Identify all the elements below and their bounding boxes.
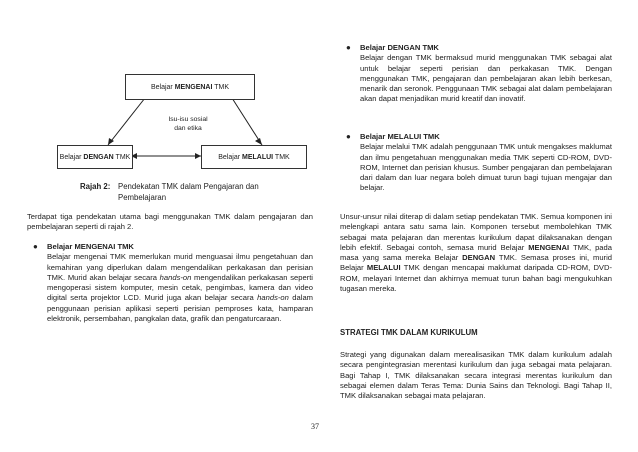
- right-paragraph-values: Unsur-unsur nilai diterap di dalam setiap pendekatan TMK. Semua komponen ini melengkapi antara satu sama lain. Komponen tersebut membolehkan TMK sebagai mata pelajaran dan merentas kurikulum dapat dilaksanakan dengan lebih efektif. Sebagai contoh, semasa murid Belajar MENGENAI TMK, pada masa yang sama mereka Belajar DENGAN TMK. Semasa proses ini, murid Belajar MELALUI TMK dengan mencapai maklumat daripada CD-ROM, DVD-ROM, melayari Internet dan akhirnya memuat turun bahan bagi mengukuhkan tugasan mereka.: [340, 212, 613, 294]
- section-heading: STRATEGI TMK DALAM KURIKULUM: [340, 328, 478, 337]
- bullet-mengenai-text: Belajar mengenai TMK memerlukan murid menguasai ilmu pengetahuan dan kemahiran yang diperlukan dalam mengendalikan perkakasan dan perisian TMK. Murid akan belajar secara hands-on mengendalikan perkakasan seperti mengoperasi sistem komputer, mesin cetak, pengimbas, kamera dan video digital serta projektor LCD. Murid juga akan belajar secara hands-on dalam penggunaan perisian aplikasi seperti perisian pemproses kata, hamparan elektronik, persembahan, pangkalan data, grafik dan pengaturcaraan.: [47, 252, 313, 324]
- bullet-melalui: [346, 132, 612, 194]
- left-intro-paragraph: Terdapat tiga pendekatan utama bagi menggunakan TMK dalam pengajaran dan pembelajaran seperti di rajah 2.: [27, 212, 313, 232]
- arrowhead-right: [255, 138, 262, 145]
- bullet-mengenai-title: Belajar MENGENAI TMK: [47, 242, 134, 251]
- right-paragraph-strategy: Strategi yang digunakan dalam merealisasikan TMK dalam kurikulum adalah secara pengintegrasian merentasi kurikulum dan juga sebagai mata pelajaran. Bagi Tahap I, TMK dilaksanakan secara integrasi merentas kurikulum dan sebagai elemen dalam Teras Tema: Dunia Sains dan Teknologi. Bagi Tahap II, TMK dilaksanakan sebagai mata pelajaran.: [340, 350, 612, 401]
- diagram-box-melalui: Belajar MELALUI TMK: [201, 145, 307, 169]
- figure-caption: [80, 182, 310, 203]
- bullet-mengenai: [33, 242, 313, 324]
- diagram-center-label: [150, 115, 226, 133]
- bullet-dengan-title: Belajar DENGAN TMK: [360, 43, 439, 52]
- caption-label: Rajah 2:: [80, 182, 111, 191]
- bullet-dot: ●: [33, 242, 38, 251]
- bullet-dot: ●: [346, 43, 351, 52]
- connector-line-left: [108, 98, 145, 145]
- diagram-box-mengenai: Belajar MENGENAI TMK: [125, 74, 255, 100]
- page-number: 37: [311, 422, 319, 431]
- center-label-line2: dan etika: [174, 125, 202, 132]
- bullet-dot: ●: [346, 132, 351, 141]
- connector-line-right: [232, 98, 262, 145]
- bullet-melalui-title: Belajar MELALUI TMK: [360, 132, 440, 141]
- caption-text: Pendekatan TMK dalam Pengajaran dan Pembelajaran: [118, 182, 259, 202]
- diagram-box-dengan: Belajar DENGAN TMK: [57, 145, 133, 169]
- bullet-melalui-text: Belajar melalui TMK adalah penggunaan TMK untuk mengakses maklumat dan ilmu pengetahuan menggunakan media TMK seperti CD-ROM, DVD-ROM, Internet dan perisian khusus. Sumber pengajaran dan pembelajaran dari dalam dan luar negara boleh dimuat turun bagi tujuan mengajar dan belajar.: [360, 142, 612, 193]
- bullet-dengan: [346, 43, 612, 105]
- bullet-dengan-text: Belajar dengan TMK bermaksud murid menggunakan TMK sebagai alat untuk belajar seperti perisian dan perkakasan TMK. Dengan menggunakan TMK, pengajaran dan pembelajaran akan lebih berkesan, menarik dan seronok. Penggunaan TMK sebagai alat dalam pembelajaran akan dapat menjadikan murid kreatif dan inovatif.: [360, 53, 612, 104]
- center-label-line1: Isu-isu sosial: [168, 116, 208, 123]
